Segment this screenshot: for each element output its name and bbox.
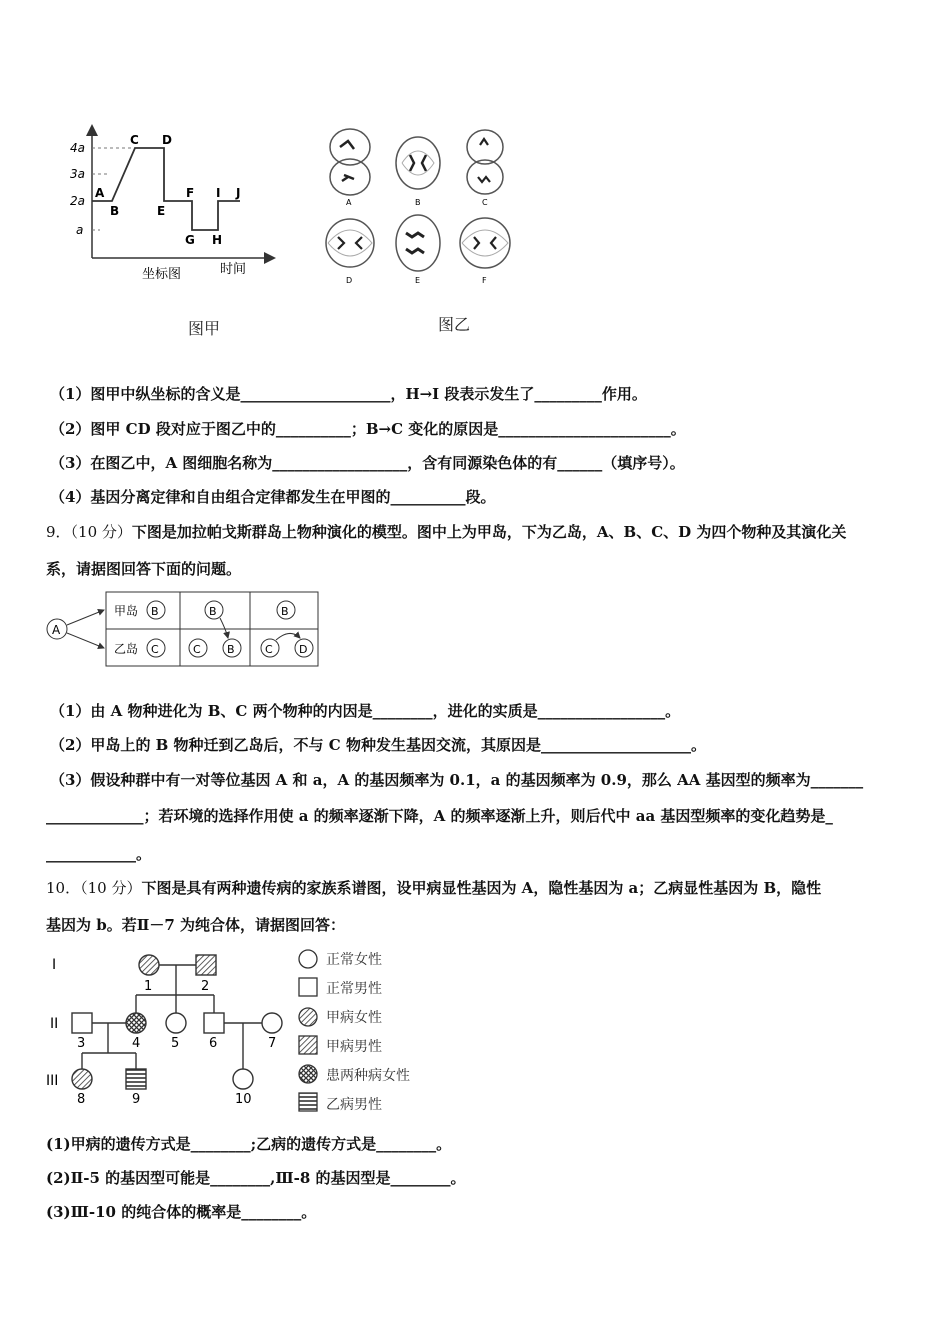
point-J: J	[236, 186, 241, 200]
legend-yi-male: 乙病男性	[326, 1097, 382, 1113]
q9-stem-1: 下图是加拉帕戈斯群岛上物种演化的模型。图中上为甲岛，下为乙岛，A、B、C、D 为四个物种及其演化关	[131, 523, 847, 541]
q9-stem-line-1	[46, 522, 846, 542]
svg-text:B: B	[151, 605, 159, 618]
pedigree-legend-symbols	[296, 948, 322, 1118]
svg-text:D: D	[299, 643, 308, 656]
q9-item-3: （3）假设种群中有一对等位基因 A 和 a，A 的基因频率为 0.1，a 的基因频率为 0.9，那么 AA 基因型的频率为_______	[50, 771, 864, 789]
legend-normal-male: 正常男性	[326, 981, 382, 997]
q10-stem-line-1	[46, 878, 821, 898]
legend-both-female: 患两种病女性	[326, 1068, 410, 1084]
island-yi-label: 乙岛	[114, 642, 139, 656]
svg-text:6: 6	[209, 1036, 218, 1051]
legend-normal-female: 正常女性	[326, 952, 382, 968]
svg-text:C: C	[482, 198, 488, 207]
svg-text:9: 9	[132, 1092, 141, 1107]
svg-text:7: 7	[268, 1036, 277, 1051]
gen-label-II: II	[50, 1016, 59, 1032]
svg-text:5: 5	[171, 1036, 180, 1051]
y-tick-2a: 2a	[70, 194, 85, 208]
q10-item-1: (1)甲病的遗传方式是________;乙病的遗传方式是________。	[46, 1135, 452, 1153]
graph-bottom-label: 坐标图	[142, 267, 182, 282]
y-tick-a: a	[76, 223, 84, 237]
svg-text:C: C	[151, 643, 159, 656]
point-I: I	[216, 186, 221, 200]
svg-text:B: B	[209, 605, 217, 618]
figure-pedigree	[44, 945, 294, 1115]
svg-text:D: D	[346, 276, 353, 285]
y-tick-3a: 3a	[70, 167, 85, 181]
point-G: G	[185, 233, 195, 247]
point-F: F	[186, 186, 195, 200]
point-E: E	[157, 204, 166, 218]
cell-E	[396, 215, 440, 285]
q9-item-3-cont: _____________；若环境的选择作用使 a 的频率逐渐下降，A 的频率逐渐上升，则后代中 aa 基因型频率的变化趋势是_	[46, 807, 833, 825]
figure-yi-caption: 图乙	[438, 315, 471, 334]
figure-jia-caption: 图甲	[188, 319, 221, 338]
point-H: H	[212, 233, 223, 247]
cell-F	[460, 218, 510, 285]
svg-text:C: C	[265, 643, 273, 656]
svg-text:E: E	[415, 276, 421, 285]
q10-item-2: (2)Ⅱ-5 的基因型可能是________,Ⅲ-8 的基因型是________。	[46, 1169, 466, 1187]
svg-text:2: 2	[201, 979, 210, 994]
svg-text:4: 4	[132, 1036, 141, 1051]
point-C: C	[130, 133, 139, 147]
figure-yi-cells	[320, 125, 520, 295]
q9-number: 9．（10 分）	[46, 523, 132, 541]
q9-item-2: （2）甲岛上的 B 物种迁到乙岛后，不与 C 物种发生基因交流，其原因是____________________。	[50, 736, 706, 754]
point-B: B	[110, 204, 120, 218]
species-A: A	[52, 623, 61, 637]
legend-jia-female: 甲病女性	[326, 1010, 382, 1026]
figure-jia-graph	[60, 120, 280, 290]
legend-jia-male: 甲病男性	[326, 1039, 382, 1055]
q8-item-3: （3）在图乙中，A 图细胞名称为__________________，含有同源染色体的有______（填序号）。	[50, 454, 685, 472]
svg-text:C: C	[193, 643, 201, 656]
x-axis-label: 时间	[220, 262, 247, 277]
q10-stem-1: 下图是具有两种遗传病的家族系谱图，设甲病显性基因为 A，隐性基因为 a；乙病显性基因为 B，隐性	[141, 879, 822, 897]
svg-text:B: B	[281, 605, 289, 618]
cell-A	[330, 129, 370, 207]
q10-stem-line-2: 基因为 b。若Ⅱ－7 为纯合体，请据图回答：	[46, 916, 346, 934]
island-jia-label: 甲岛	[114, 604, 139, 618]
q9-stem-line-2: 系，请据图回答下面的问题。	[46, 560, 242, 578]
svg-text:B: B	[415, 198, 421, 207]
gen-label-I: I	[52, 957, 57, 973]
gen-label-III: III	[46, 1073, 59, 1089]
q10-item-3: (3)Ⅲ-10 的纯合体的概率是________。	[46, 1203, 317, 1221]
point-A: A	[95, 186, 105, 200]
svg-text:3: 3	[77, 1036, 86, 1051]
cell-D	[326, 219, 374, 285]
y-tick-4a: 4a	[70, 141, 85, 155]
cell-B	[396, 137, 440, 207]
q9-item-1: （1）由 A 物种进化为 B、C 两个物种的内因是________，进化的实质是_________________。	[50, 702, 681, 720]
q8-item-1: （1）图甲中纵坐标的含义是____________________，H→I 段表示发生了_________作用。	[50, 385, 647, 403]
svg-text:10: 10	[235, 1092, 252, 1107]
svg-text:A: A	[346, 198, 352, 207]
q8-item-4: （4）基因分离定律和自由组合定律都发生在甲图的__________段。	[50, 488, 496, 506]
svg-text:8: 8	[77, 1092, 86, 1107]
point-D: D	[162, 133, 172, 147]
svg-text:1: 1	[144, 979, 153, 994]
svg-text:F: F	[482, 276, 487, 285]
cell-C	[467, 130, 503, 207]
q8-item-2: （2）图甲 CD 段对应于图乙中的__________；B→C 变化的原因是_______________________。	[50, 420, 686, 438]
svg-text:B: B	[227, 643, 235, 656]
q10-number: 10．（10 分）	[46, 879, 142, 897]
figure-island-model	[44, 588, 326, 670]
q9-item-3-end: ____________。	[46, 845, 152, 863]
